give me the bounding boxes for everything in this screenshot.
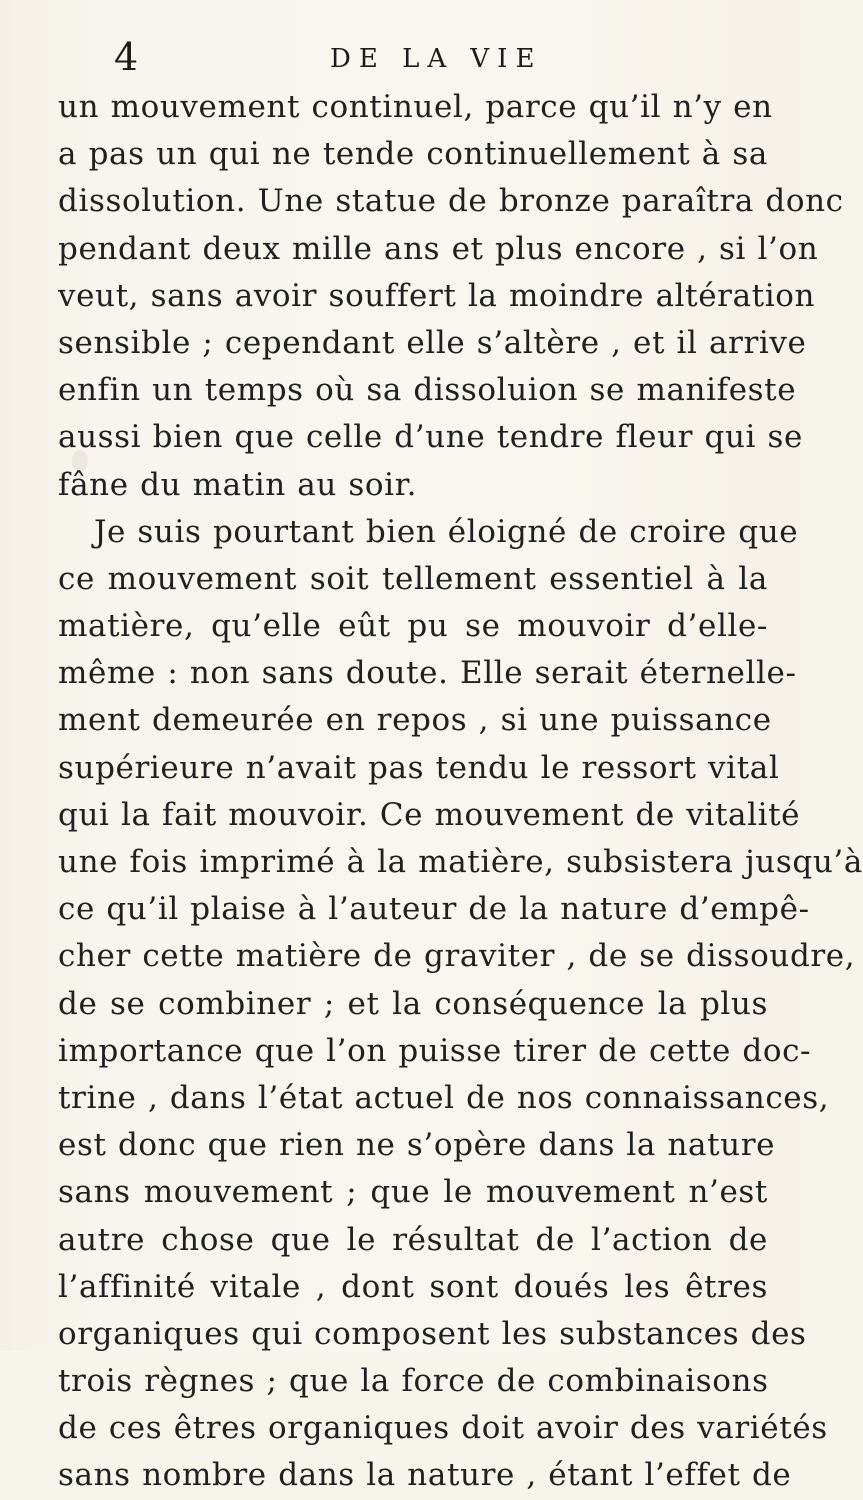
text-line: enfin un temps où sa dissoluion se manifeste <box>58 372 797 409</box>
text-line: est donc que rien ne s’opère dans la nature <box>58 1127 776 1164</box>
text-line: cher cette matière de graviter , de se dissoudre, <box>58 938 856 975</box>
text-line: l’affinité vitale , dont sont doués les êtres <box>58 1268 768 1305</box>
text-line: aussi bien que celle d’une tendre fleur qui se <box>58 419 803 456</box>
body-text <box>58 84 863 1500</box>
text-line: de ces êtres organiques doit avoir des variétés <box>58 1410 828 1447</box>
text-line: ce mouvement soit tellement essentiel à la <box>58 560 768 597</box>
paragraph-start-line: Je suis pourtant bien éloigné de croire que <box>94 513 799 550</box>
text-line: ce qu’il plaise à l’auteur de la nature d’empê- <box>58 891 810 928</box>
text-line: matière, qu’elle eût pu se mouvoir d’elle- <box>58 608 768 645</box>
text-line: a pas un qui ne tende continuellement à sa <box>58 136 768 173</box>
text-line: un mouvement continuel, parce qu’il n’y en <box>58 89 773 125</box>
text-line: trine , dans l’état actuel de nos connaissances, <box>58 1079 830 1116</box>
text-line: qui la fait mouvoir. Ce mouvement de vitalité <box>58 796 801 833</box>
text-line: autre chose que le résultat de l’action de <box>58 1221 768 1258</box>
text-line: même : non sans doute. Elle serait éternelle- <box>58 655 797 692</box>
text-line: dissolution. Une statue de bronze paraîtra donc <box>58 183 844 220</box>
text-line: pendant deux mille ans et plus encore , si l’on <box>58 230 819 267</box>
text-line: ment demeurée en repos , si une puissance <box>58 702 772 739</box>
text-line: importance que l’on puisse tirer de cette doc- <box>58 1032 812 1069</box>
paragraph-end-line: fâne du matin au soir. <box>58 466 418 503</box>
text-line: organiques qui composent les substances des <box>58 1315 807 1352</box>
text-line: supérieure n’avait pas tendu le ressort vital <box>58 749 780 786</box>
text-line: sensible ; cependant elle s’altère , et il arrive <box>58 324 807 361</box>
text-line: sans mouvement ; que le mouvement n’est <box>58 1174 768 1211</box>
page-number: 4 <box>114 35 139 79</box>
running-title: DE LA VIE <box>330 44 543 74</box>
text-line: trois règnes ; que la force de combinaisons <box>58 1363 769 1400</box>
text-line: veut, sans avoir souffert la moindre altération <box>58 277 816 314</box>
text-line: sans nombre dans la nature , étant l’effet de <box>58 1457 792 1494</box>
text-line: de se combiner ; et la conséquence la plus <box>58 985 768 1022</box>
text-line: une fois imprimé à la matière, subsistera jusqu’à <box>58 844 863 880</box>
